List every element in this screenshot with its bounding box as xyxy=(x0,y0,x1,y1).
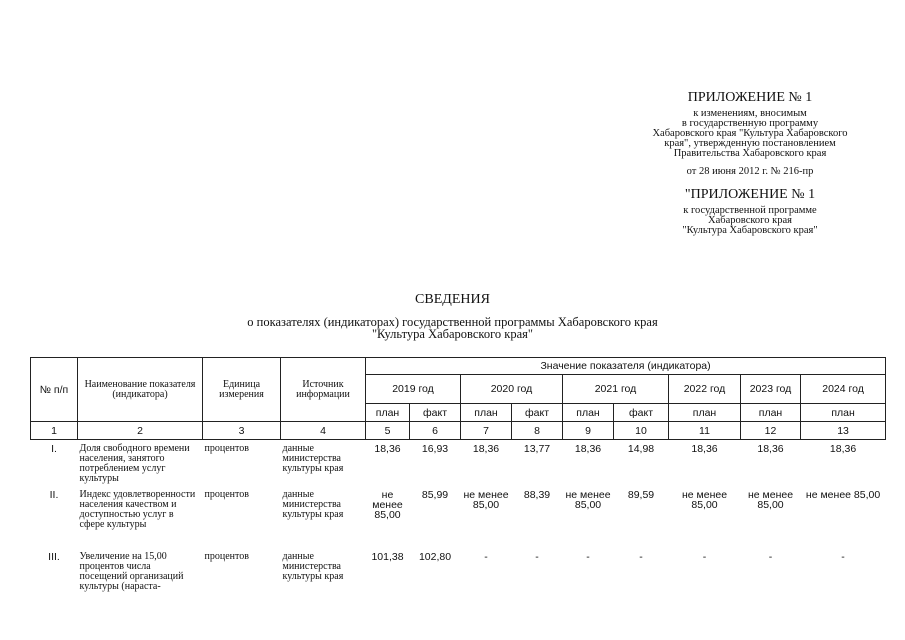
row-name: Увеличение на 15,00 процентов числа посещений организаций культуры (нараста- xyxy=(79,550,184,592)
row-value: 13,77 xyxy=(523,443,551,455)
header-plan: план xyxy=(741,404,801,422)
row-value: 101,38 xyxy=(371,550,404,563)
row-value: 85,99 xyxy=(421,488,449,501)
appendix-date: от 28 июня 2012 г. № 216-пр xyxy=(686,166,814,177)
header-year: 2021 год xyxy=(563,375,669,404)
row-value: не менее 85,00 xyxy=(372,488,403,521)
row-name: Доля свободного времени населения, занятого потреблением услуг культуры xyxy=(79,443,190,484)
column-index: 9 xyxy=(563,422,614,440)
row-name: Индекс удовлетворенности населения качеством и доступностью услуг в сфере культуры xyxy=(79,488,196,530)
row-value: 18,36 xyxy=(829,443,857,455)
column-index: 1 xyxy=(31,422,78,440)
row-value: не менее 85,00 xyxy=(463,488,509,511)
appendix-line-2: "Культура Хабаровского края" xyxy=(682,225,818,236)
appendix-title-2: "ПРИЛОЖЕНИЕ № 1 xyxy=(684,187,816,202)
header-source: Источник информации xyxy=(281,358,366,422)
header-year: 2024 год xyxy=(801,375,886,404)
appendix-line: Правительства Хабаровского края xyxy=(673,148,827,159)
appendix-line-2: Хабаровского края xyxy=(708,215,792,226)
header-plan: план xyxy=(366,404,410,422)
table-row xyxy=(31,548,886,592)
column-index: 12 xyxy=(741,422,801,440)
header-plan: план xyxy=(461,404,512,422)
row-unit: процентов xyxy=(204,443,249,454)
row-value: 16,93 xyxy=(421,443,449,455)
row-value: 18,36 xyxy=(374,443,401,455)
header-name: Наименование показателя (индикатора) xyxy=(78,358,203,422)
row-value: - xyxy=(841,550,845,563)
document-title: СВЕДЕНИЯ xyxy=(415,292,490,307)
header-year: 2023 год xyxy=(741,375,801,404)
row-value: 18,36 xyxy=(472,443,500,455)
column-index: 13 xyxy=(801,422,886,440)
column-index: 7 xyxy=(461,422,512,440)
row-num: III. xyxy=(48,550,60,563)
column-index: 6 xyxy=(410,422,461,440)
row-value: 18,36 xyxy=(691,443,718,455)
column-index: 2 xyxy=(78,422,203,440)
document-subtitle xyxy=(0,316,905,340)
appendix-line: к изменениям, вносимым xyxy=(693,108,807,119)
header-num: № п/п xyxy=(31,358,78,422)
header-values: Значение показателя (индикатора) xyxy=(366,358,886,375)
row-value: - xyxy=(586,550,590,563)
subtitle-line-1: о показателях (индикаторах) государственной программы Хабаровского края xyxy=(247,315,658,329)
row-num: I. xyxy=(51,443,57,455)
table-row xyxy=(31,486,886,548)
column-index: 4 xyxy=(281,422,366,440)
table-row xyxy=(31,440,886,486)
row-value: 18,36 xyxy=(757,443,784,455)
header-fact: факт xyxy=(410,404,461,422)
column-index: 11 xyxy=(669,422,741,440)
appendix-block xyxy=(600,90,900,236)
header-plan: план xyxy=(801,404,886,422)
row-value: 89,59 xyxy=(627,488,655,501)
appendix-line-2: к государственной программе xyxy=(683,205,817,216)
row-value: 18,36 xyxy=(574,443,602,455)
row-value: не менее 85,00 xyxy=(805,488,881,501)
row-value: - xyxy=(639,550,643,563)
header-year: 2019 год xyxy=(366,375,461,404)
row-num: II. xyxy=(49,488,59,501)
appendix-line: в государственную программу xyxy=(681,118,819,129)
indicators-table xyxy=(30,357,886,592)
row-value: не менее 85,00 xyxy=(681,488,728,511)
row-value: 88,39 xyxy=(523,488,551,501)
header-unit: Единица измерения xyxy=(203,358,281,422)
header-plan: план xyxy=(669,404,741,422)
column-index: 8 xyxy=(512,422,563,440)
header-fact: факт xyxy=(614,404,669,422)
row-value: - xyxy=(768,550,773,563)
column-index: 10 xyxy=(614,422,669,440)
header-year: 2020 год xyxy=(461,375,563,404)
row-value: не менее 85,00 xyxy=(747,488,794,511)
row-source: данные министерства культуры края xyxy=(282,443,344,474)
appendix-line: Хабаровского края "Культура Хабаровского xyxy=(652,128,848,139)
row-value: 14,98 xyxy=(627,443,655,455)
row-value: не менее 85,00 xyxy=(565,488,611,511)
column-index: 5 xyxy=(366,422,410,440)
row-unit: процентов xyxy=(204,550,249,562)
header-year: 2022 год xyxy=(669,375,741,404)
row-value: - xyxy=(702,550,707,563)
header-fact: факт xyxy=(512,404,563,422)
row-source: данные министерства культуры края xyxy=(282,550,344,582)
row-source: данные министерства культуры края xyxy=(282,488,344,520)
appendix-line: края", утвержденную постановлением xyxy=(664,138,836,149)
row-value: - xyxy=(535,550,539,563)
row-unit: процентов xyxy=(204,488,249,500)
row-value: 102,80 xyxy=(418,550,452,563)
subtitle-line-2: "Культура Хабаровского края" xyxy=(371,327,534,341)
row-value: - xyxy=(484,550,488,563)
column-index: 3 xyxy=(203,422,281,440)
appendix-title: ПРИЛОЖЕНИЕ № 1 xyxy=(687,90,813,105)
header-plan: план xyxy=(563,404,614,422)
